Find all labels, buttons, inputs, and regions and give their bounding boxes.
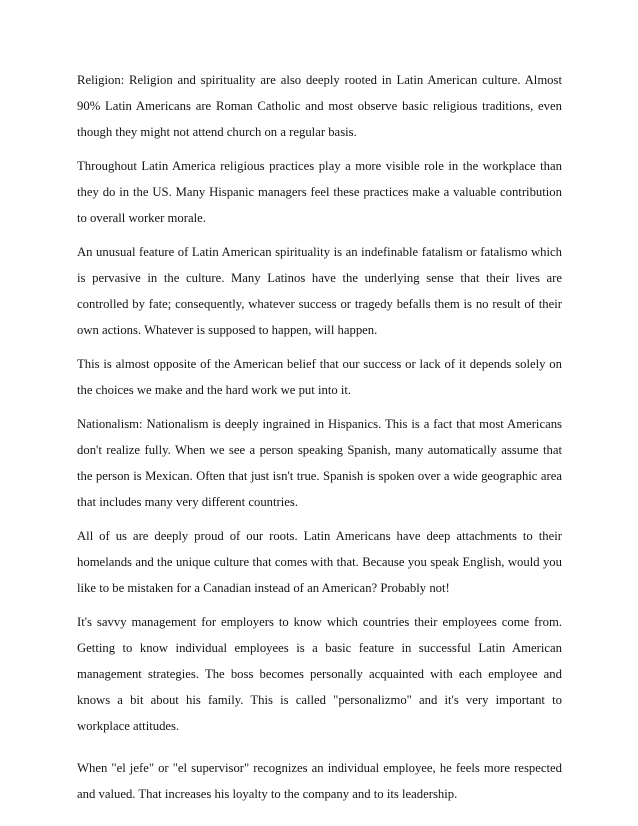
paragraph-nationalism: Nationalism: Nationalism is deeply ingrained in Hispanics. This is a fact that most Americans don't realize fully. When we see a person speaking Spanish, many automatically assume that the person is Mexican. Often that just isn't true. Spanish is spoken over a wide geographic area that includes many very different countries.	[77, 417, 562, 509]
paragraph-el-jefe: When "el jefe" or "el supervisor" recognizes an individual employee, he feels more respected and valued. That increases his loyalty to the company and to its leadership.	[77, 761, 562, 801]
paragraph-workplace-religion: Throughout Latin America religious practices play a more visible role in the workplace than they do in the US. Many Hispanic managers feel these practices make a valuable contribution to overall worker morale.	[77, 159, 562, 225]
paragraph-roots: All of us are deeply proud of our roots. Latin Americans have deep attachments to their homelands and the unique culture that comes with that. Because you speak English, would you like to be mistaken for a Canadian instead of an American? Probably not!	[77, 529, 562, 595]
paragraph-personalizmo: It's savvy management for employers to know which countries their employees come from. Getting to know individual employees is a basic feature in successful Latin American management strategies. The boss becomes personally acquainted with each employee and knows a bit about his family. This is called "personalizmo" and it's very important to workplace attitudes.	[77, 615, 562, 733]
paragraph-american-belief: This is almost opposite of the American belief that our success or lack of it depends solely on the choices we make and the hard work we put into it.	[77, 357, 562, 397]
paragraph-fatalism: An unusual feature of Latin American spirituality is an indefinable fatalism or fatalismo which is pervasive in the culture. Many Latinos have the underlying sense that their lives are controlled by fate; consequently, whatever success or tragedy befalls them is no result of their own actions. Whatever is supposed to happen, will happen.	[77, 245, 562, 337]
document-body	[77, 67, 562, 807]
paragraph-religion: Religion: Religion and spirituality are also deeply rooted in Latin American culture. Almost 90% Latin Americans are Roman Catholic and most observe basic religious traditions, even though they might not attend church on a regular basis.	[77, 73, 562, 139]
